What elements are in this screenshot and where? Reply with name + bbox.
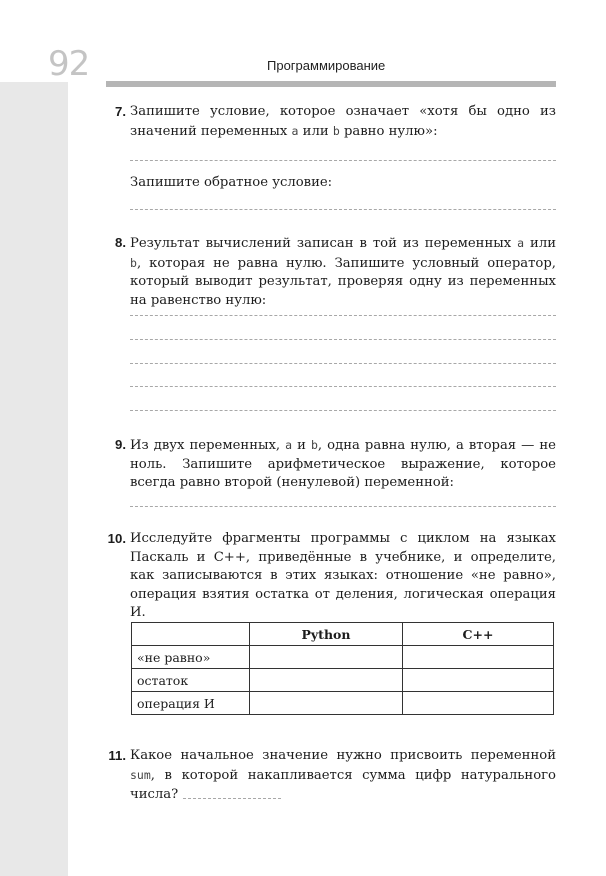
table-row-label: «не равно» — [132, 646, 250, 669]
answer-line[interactable] — [130, 160, 556, 161]
answer-line[interactable] — [130, 363, 556, 364]
var-b: b — [310, 438, 318, 452]
answer-line[interactable] — [130, 386, 556, 387]
task-number: 9. — [115, 437, 126, 452]
table-row-label: операция И — [132, 692, 250, 715]
var-sum: sum — [130, 767, 151, 782]
task-8: 8. Результат вычислений записан в той из переменных a или b, которая не равна нулю. Запишите условный оператор, который выводит результат, проверяя одну из переменных на равенство нулю: — [115, 235, 556, 308]
answer-line[interactable] — [130, 209, 556, 210]
answer-line[interactable] — [130, 410, 556, 411]
table-row — [132, 669, 554, 692]
page-number: 92 — [48, 44, 90, 84]
table-header-cell: C++ — [403, 623, 554, 646]
header-rule — [106, 81, 556, 87]
table-cell[interactable] — [250, 646, 403, 669]
comparison-table — [131, 622, 554, 715]
table-cell[interactable] — [250, 692, 403, 715]
table-row-label: остаток — [132, 669, 250, 692]
page-margin-strip — [0, 82, 68, 876]
task-number: 10. — [107, 531, 126, 546]
table-row — [132, 692, 554, 715]
task-number: 8. — [115, 235, 126, 250]
var-b: b — [130, 255, 137, 270]
var-a: a — [517, 236, 525, 250]
task-9: 9. Из двух переменных, a и b, одна равна нулю, а вторая — не ноль. Запишите арифметическое выражение, которое всегда равно второй (ненулевой) переменной: — [115, 437, 556, 491]
table-cell[interactable] — [403, 692, 554, 715]
running-title: Программирование — [267, 58, 386, 73]
table-header-cell: Python — [250, 623, 403, 646]
task-number: 11. — [108, 748, 126, 763]
task-number: 7. — [115, 104, 126, 119]
table-cell[interactable] — [403, 646, 554, 669]
table-header-cell — [132, 623, 250, 646]
answer-line[interactable] — [130, 506, 556, 507]
answer-line[interactable] — [183, 798, 281, 800]
answer-line[interactable] — [130, 315, 556, 316]
answer-line[interactable] — [130, 339, 556, 340]
table-row — [132, 646, 554, 669]
task-10: 10. Исследуйте фрагменты программы с циклом на языках Паскаль и С++, приведённые в учебнике, и определите, как записываются в этих языках: отношение «не равно», операция взятия остатка от деления, логическая операция И. — [107, 531, 556, 621]
var-a: a — [285, 438, 293, 452]
task-11: 11. Какое начальное значение нужно присвоить переменной sum, в которой накапливается сумма цифр натурального числа? — [108, 748, 556, 802]
table-header-row — [132, 623, 554, 646]
task-7: 7. Запишите условие, которое означает «хотя бы одно из значений переменных a или b равно нулю»: — [115, 104, 556, 139]
var-b: b — [332, 123, 340, 138]
var-a: a — [291, 123, 299, 138]
task-7-second-prompt: Запишите обратное условие: — [130, 175, 333, 190]
table-cell[interactable] — [403, 669, 554, 692]
table-cell[interactable] — [250, 669, 403, 692]
